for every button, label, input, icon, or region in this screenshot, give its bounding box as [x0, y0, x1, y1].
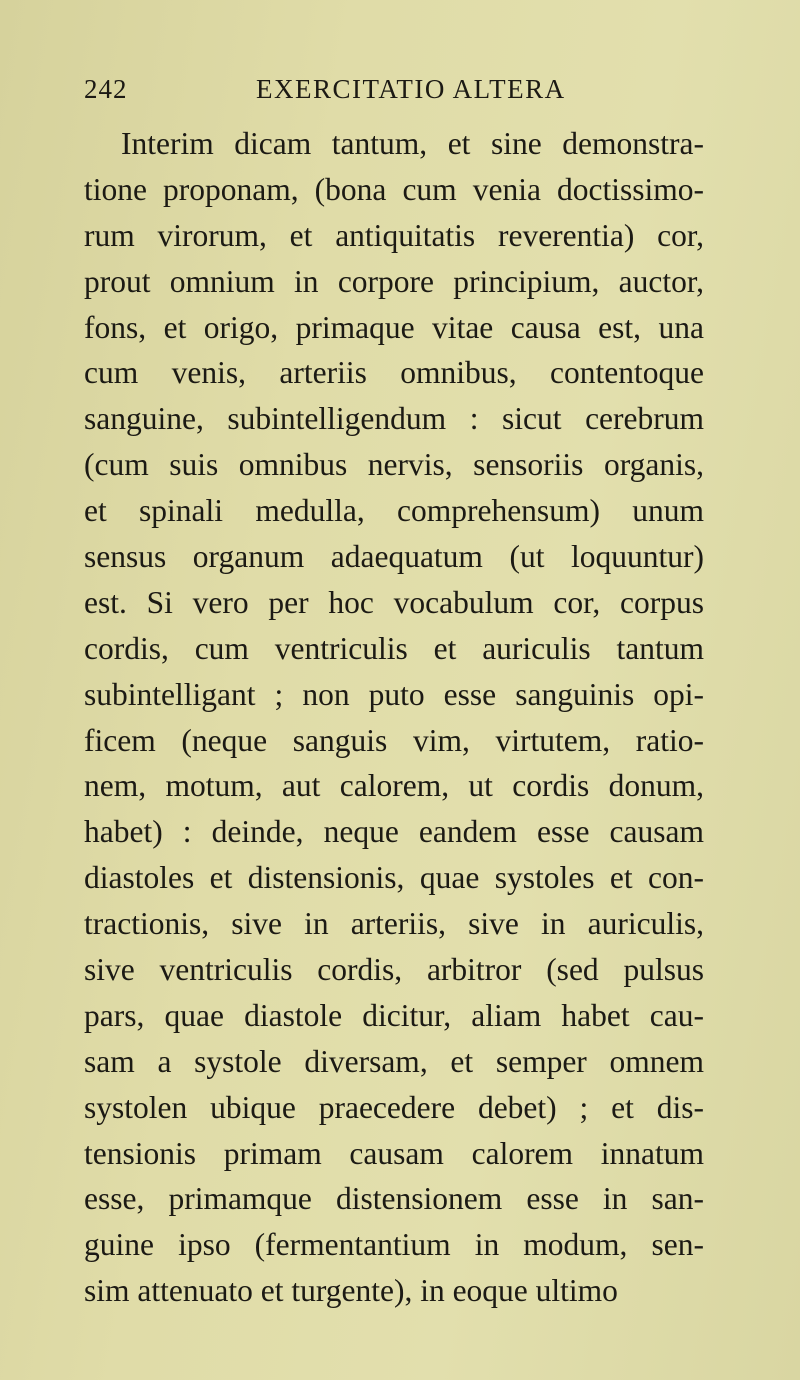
text-line: guine ipso (fermentantium in modum, sen- [84, 1227, 704, 1263]
text-line: tractionis, sive in arteriis, sive in auriculis, [84, 906, 704, 942]
text-line: ficem (neque sanguis vim, virtutem, ratio- [84, 722, 704, 758]
text-line: sensus organum adaequatum (ut loquuntur) [84, 539, 704, 575]
text-line: systolen ubique praecedere debet) ; et dis- [84, 1089, 704, 1125]
text-line: pars, quae diastole dicitur, aliam habet cau- [84, 997, 704, 1033]
text-line: fons, et origo, primaque vitae causa est, una [84, 309, 704, 345]
text-line: diastoles et distensionis, quae systoles et con- [84, 860, 704, 896]
text-line: sive ventriculis cordis, arbitror (sed pulsus [84, 952, 704, 988]
text-line: rum virorum, et antiquitatis reverentia) cor, [84, 217, 704, 253]
text-line: sam a systole diversam, et semper omnem [84, 1043, 704, 1079]
page-number: 242 [84, 74, 128, 104]
text-line: cum venis, arteriis omnibus, contentoque [84, 355, 704, 391]
text-line: esse, primamque distensionem esse in san- [84, 1181, 704, 1217]
text-line: prout omnium in corpore principium, auctor, [84, 263, 704, 299]
text-line: est. Si vero per hoc vocabulum cor, corpus [84, 584, 704, 620]
text-line: sim attenuato et turgente), in eoque ultimo [84, 1273, 618, 1309]
running-head [84, 72, 704, 106]
running-head-title: EXERCITATIO ALTERA [256, 74, 566, 104]
text-line: tensionis primam causam calorem innatum [84, 1135, 704, 1171]
text-line: nem, motum, aut calorem, ut cordis donum, [84, 768, 704, 804]
text-line: habet) : deinde, neque eandem esse causam [84, 814, 704, 850]
text-line: (cum suis omnibus nervis, sensoriis organis, [84, 447, 704, 483]
body-paragraph [84, 121, 704, 1314]
text-line: et spinali medulla, comprehensum) unum [84, 493, 704, 529]
text-line: sanguine, subintelligendum : sicut cerebrum [84, 401, 704, 437]
text-line: tione proponam, (bona cum venia doctissimo- [84, 171, 704, 207]
text-line: cordis, cum ventriculis et auriculis tantum [84, 630, 704, 666]
text-line: Interim dicam tantum, et sine demonstra- [121, 126, 704, 161]
text-line: subintelligant ; non puto esse sanguinis opi- [84, 676, 704, 712]
